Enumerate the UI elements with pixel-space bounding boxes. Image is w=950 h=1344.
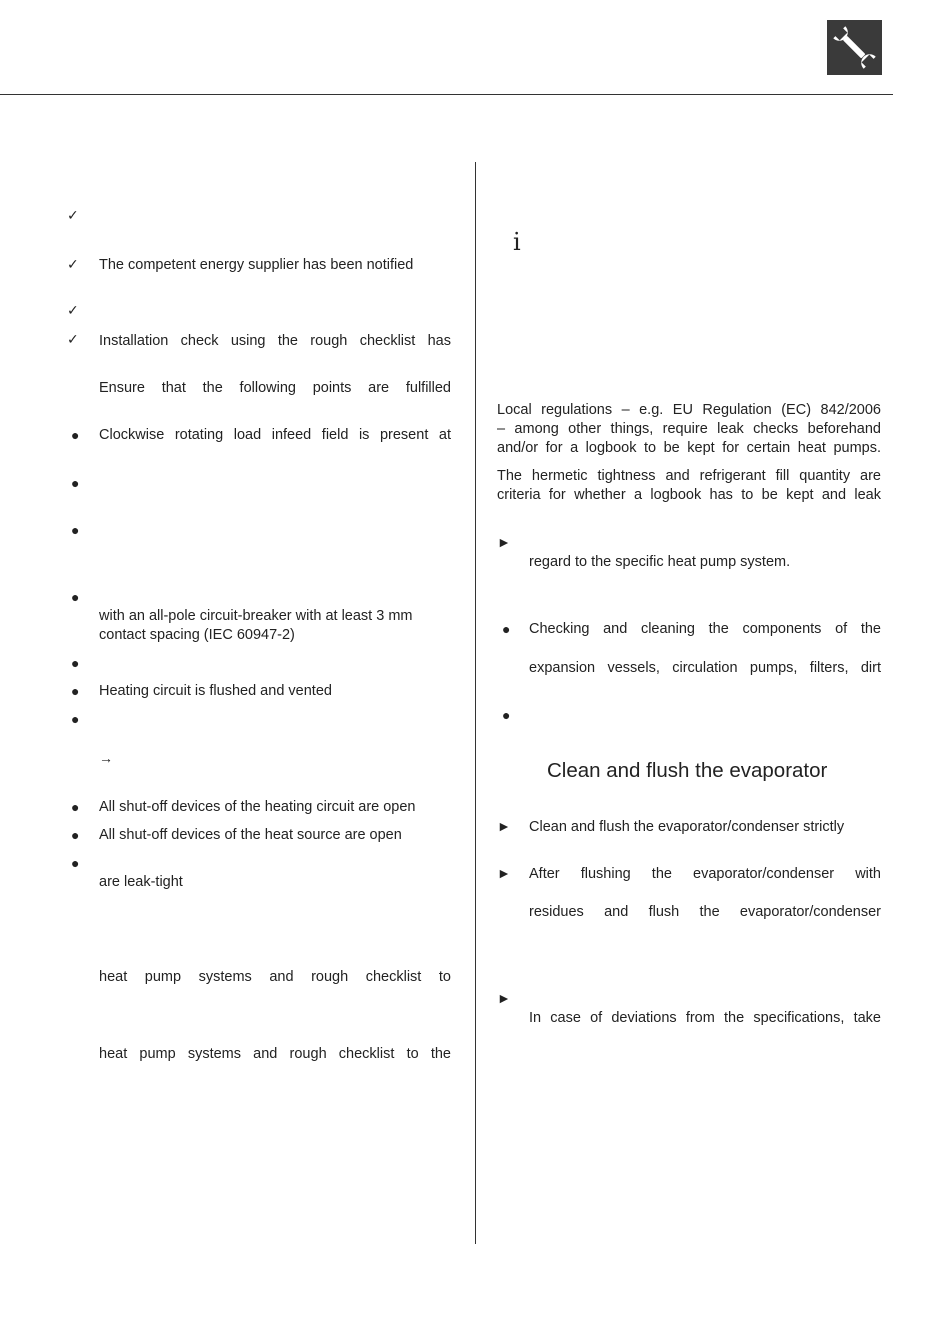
regard-text: regard to the specific heat pump system. bbox=[529, 554, 791, 570]
checkmark-icon: ✓ bbox=[67, 302, 79, 318]
bullet-text: All shut-off devices of the heating circuit are open bbox=[99, 799, 416, 815]
step-line: Clean and flush the evaporator/condenser strictly bbox=[529, 819, 845, 835]
ensure-text: Ensure that the following points are fulfilled bbox=[99, 380, 451, 396]
pointer-icon: ► bbox=[497, 865, 511, 881]
column-divider bbox=[475, 162, 476, 1244]
bullet-icon: ● bbox=[71, 655, 80, 671]
breaker-line-2: contact spacing (IEC 60947-2) bbox=[99, 627, 295, 643]
bullet-text: Heating circuit is flushed and vented bbox=[99, 683, 332, 699]
step-line: residues and flush the evaporator/condenser bbox=[529, 904, 881, 920]
bullet-icon: ● bbox=[71, 683, 80, 699]
tightness-line-2: criteria for whether a logbook has to be kept and leak bbox=[497, 487, 881, 503]
regulation-line-1: Local regulations – e.g. EU Regulation (EC) 842/2006 bbox=[497, 402, 881, 418]
bullet-text: All shut-off devices of the heat source are open bbox=[99, 827, 402, 843]
section-heading: Clean and flush the evaporator bbox=[547, 759, 828, 782]
regulation-line-3: and/or for a logbook to be kept for certain heat pumps. bbox=[497, 440, 881, 456]
checkmark-icon: ✓ bbox=[67, 207, 79, 223]
breaker-line-1: with an all-pole circuit-breaker with at least 3 mm bbox=[99, 608, 413, 624]
step-line: In case of deviations from the specifications, take bbox=[529, 1010, 881, 1026]
bullet-icon: ● bbox=[71, 827, 80, 843]
checklist-line-1: heat pump systems and rough checklist to bbox=[99, 969, 451, 985]
info-icon: i bbox=[513, 228, 521, 256]
bullet-text: Clockwise rotating load infeed field is present at bbox=[99, 427, 451, 443]
bullet-icon: ● bbox=[71, 589, 80, 605]
checklist-line-2: heat pump systems and rough checklist to the bbox=[99, 1046, 451, 1062]
arrow-right-icon: → bbox=[99, 750, 113, 766]
bullet-icon: ● bbox=[71, 522, 80, 538]
regulation-line-2: – among other things, require leak checks beforehand bbox=[497, 421, 881, 437]
bullet-icon: ● bbox=[502, 621, 511, 637]
leak-tight-text: are leak-tight bbox=[99, 874, 183, 890]
check-item-text: Installation check using the rough checklist has bbox=[99, 333, 451, 349]
header-rule bbox=[0, 94, 893, 95]
bullet-icon: ● bbox=[71, 475, 80, 491]
pointer-icon: ► bbox=[497, 990, 511, 1006]
bullet-icon: ● bbox=[71, 799, 80, 815]
wrench-icon-box bbox=[827, 20, 882, 75]
bullet-icon: ● bbox=[502, 707, 511, 723]
checkmark-icon: ✓ bbox=[67, 331, 79, 347]
check-item-text: The competent energy supplier has been notified bbox=[99, 257, 414, 273]
tightness-line-1: The hermetic tightness and refrigerant fill quantity are bbox=[497, 468, 881, 484]
bullet-icon: ● bbox=[71, 427, 80, 443]
checkmark-icon: ✓ bbox=[67, 256, 79, 272]
checking-line-2: expansion vessels, circulation pumps, filters, dirt bbox=[529, 660, 881, 676]
wrench-icon bbox=[827, 20, 882, 75]
step-line: After flushing the evaporator/condenser with bbox=[529, 866, 881, 882]
pointer-icon: ► bbox=[497, 818, 511, 834]
checking-line-1: Checking and cleaning the components of the bbox=[529, 621, 881, 637]
bullet-icon: ● bbox=[71, 711, 80, 727]
bullet-icon: ● bbox=[71, 855, 80, 871]
pointer-icon: ► bbox=[497, 534, 511, 550]
